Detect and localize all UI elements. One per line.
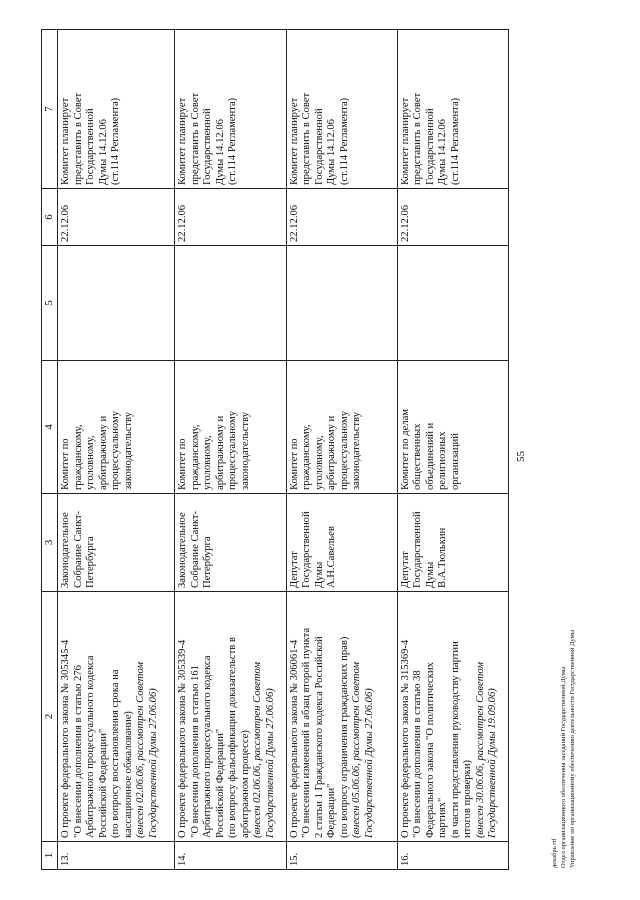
- bill-note-line: (внесен 05.06.06, рассмотрен Советом: [351, 662, 363, 838]
- plan-line: Комитет планирует: [288, 97, 300, 185]
- bill-title-line: О проекте федерального закона № 305339-4: [177, 639, 189, 838]
- committee-line: уголовному,: [202, 435, 214, 490]
- bill-title-line: 2 статьи 1 Гражданского кодекса Российской: [313, 636, 325, 838]
- bill-title-line: арбитражном процессе): [239, 730, 251, 838]
- committee-line: общественных: [412, 423, 424, 490]
- date-cell: 22.12.06: [286, 189, 397, 246]
- column-header: 6: [42, 189, 58, 246]
- plan-line: представить в Совет: [189, 92, 201, 185]
- column-header: 2: [42, 592, 58, 842]
- document-footer: [550, 630, 577, 868]
- footer-line: декабрь rtf: [551, 838, 558, 868]
- bill-title-line: О проекте федерального закона № 305345-4: [60, 639, 72, 838]
- committee-line: законодательству: [122, 412, 134, 490]
- committee-line: Комитет по делам: [399, 408, 411, 490]
- plan-cell: [175, 30, 286, 189]
- bill-title-line: "О внесении дополнения в статью 38: [412, 670, 424, 838]
- document-page: [40, 20, 600, 880]
- bill-title-line: кассационное обжалование): [122, 711, 134, 838]
- committee-line: процессуальному: [338, 411, 350, 490]
- bill-title-line: Российской Федерации": [97, 728, 109, 838]
- plan-line: Думы 14.12.06: [437, 119, 449, 185]
- plan-line: Думы 14.12.06: [326, 119, 338, 185]
- bill-note-line: (внесен 02.06.06, рассмотрен Советом: [135, 662, 147, 838]
- plan-line: Комитет планирует: [177, 97, 189, 185]
- plan-line: представить в Совет: [412, 92, 424, 185]
- table-row: [175, 30, 286, 870]
- bill-note-line: Государственной Думы 27.06.06): [264, 688, 276, 838]
- initiator-line: Собрание Санкт-: [72, 510, 84, 588]
- plan-line: Государственной: [424, 108, 436, 185]
- committee-line: законодательству: [351, 412, 363, 490]
- plan-line: представить в Совет: [72, 92, 84, 185]
- bill-title-line: (в части представления руководству партии: [449, 641, 461, 838]
- date-cell: 22.12.06: [175, 189, 286, 246]
- table-header-row: [42, 30, 58, 870]
- plan-cell: [286, 30, 397, 189]
- committee-line: уголовному,: [313, 435, 325, 490]
- empty-cell: [58, 246, 175, 361]
- plan-line: Государственной: [85, 108, 97, 185]
- initiator-line: Государственной: [301, 511, 313, 588]
- initiator-line: Думы: [313, 561, 325, 588]
- initiator-line: Думы: [424, 561, 436, 588]
- bill-title-line: (по вопросу восстановления срока на: [110, 669, 122, 838]
- plan-line: (ст.114 Регламента): [449, 97, 461, 185]
- bill-note-line: Государственной Думы 19.09.06): [487, 688, 499, 838]
- table-row: [286, 30, 397, 870]
- committee-line: уголовному,: [85, 435, 97, 490]
- plan-line: (ст.114 Регламента): [338, 97, 350, 185]
- column-header: 1: [42, 842, 58, 870]
- bill-title-line: "О внесении дополнения в статью 161: [189, 665, 201, 838]
- initiator-line: Собрание Санкт-: [189, 510, 201, 588]
- plan-line: Государственной: [313, 108, 325, 185]
- committee-line: Комитет по: [177, 438, 189, 490]
- bill-title-line: О проекте федерального закона № 306061-4: [288, 639, 300, 838]
- initiator-line: А.Н.Савельев: [326, 526, 338, 588]
- committee-line: арбитражному и: [326, 415, 338, 490]
- committee-line: организаций: [449, 433, 461, 490]
- committee-line: гражданскому,: [72, 424, 84, 490]
- initiator-line: Петербурга: [202, 536, 214, 588]
- date-cell: 22.12.06: [397, 189, 508, 246]
- bill-description: [175, 592, 286, 842]
- plan-line: Комитет планирует: [399, 97, 411, 185]
- bill-title-line: (по вопросу фальсификации доказательств в: [227, 637, 239, 838]
- plan-line: Думы 14.12.06: [214, 119, 226, 185]
- committee-line: Комитет по: [288, 438, 300, 490]
- initiator-line: Законодательное: [60, 512, 72, 588]
- plan-line: (ст.114 Регламента): [227, 97, 239, 185]
- plan-line: Комитет планирует: [60, 97, 72, 185]
- initiator-line: Петербурга: [85, 536, 97, 588]
- bill-description: [286, 592, 397, 842]
- column-header: 7: [42, 30, 58, 189]
- bill-title-line: Арбитражного процессуального кодекса: [202, 655, 214, 838]
- bill-title-line: Арбитражного процессуального кодекса: [85, 655, 97, 838]
- column-header: 4: [42, 361, 58, 494]
- committee-line: гражданскому,: [301, 424, 313, 490]
- bill-title-line: "О внесении дополнения в статью 276: [72, 665, 84, 838]
- initiator-line: Государственной: [412, 511, 424, 588]
- initiator-cell: [58, 494, 175, 592]
- empty-cell: [175, 246, 286, 361]
- committee-cell: [286, 361, 397, 494]
- bill-title-line: Российской Федерации": [214, 728, 226, 838]
- bill-title-line: Федерального закона "О политических: [424, 662, 436, 838]
- table-row: [58, 30, 175, 870]
- row-number: 14.: [175, 842, 286, 870]
- bills-table: [41, 29, 509, 870]
- initiator-cell: [286, 494, 397, 592]
- bill-note-line: (внесен 30.06.06, рассмотрен Советом: [474, 662, 486, 838]
- row-number: 16.: [397, 842, 508, 870]
- bill-title-line: "О внесении изменений в абзац второй пункта: [301, 627, 313, 838]
- bill-description: [397, 592, 508, 842]
- committee-line: процессуальному: [110, 411, 122, 490]
- bill-note-line: Государственной Думы 27.06.06): [363, 688, 375, 838]
- plan-line: представить в Совет: [301, 92, 313, 185]
- initiator-cell: [175, 494, 286, 592]
- initiator-line: Депутат: [399, 551, 411, 588]
- empty-cell: [397, 246, 508, 361]
- bill-note-line: Государственной Думы 27.06.06): [147, 688, 159, 838]
- footer-line: Отдел организационного обеспечения заседаний Государственной Думы: [560, 666, 567, 868]
- committee-line: Комитет по: [60, 438, 72, 490]
- table-row: [397, 30, 508, 870]
- page-number: 55: [515, 451, 527, 462]
- initiator-line: Депутат: [288, 551, 300, 588]
- bill-title-line: партиях": [437, 797, 449, 838]
- plan-cell: [58, 30, 175, 189]
- committee-line: гражданскому,: [189, 424, 201, 490]
- footer-line: Управление по организационному обеспечению деятельности Государственной Думы: [569, 629, 576, 868]
- initiator-line: В.А.Тюлькин: [437, 527, 449, 588]
- date-cell: 22.12.06: [58, 189, 175, 246]
- bill-title-line: итогов проверки): [462, 759, 474, 838]
- column-header: 3: [42, 494, 58, 592]
- row-number: 15.: [286, 842, 397, 870]
- committee-line: религиозных: [437, 431, 449, 490]
- committee-cell: [397, 361, 508, 494]
- committee-line: объединений и: [424, 422, 436, 490]
- column-header: 5: [42, 246, 58, 361]
- committee-line: процессуальному: [227, 411, 239, 490]
- plan-line: Думы 14.12.06: [97, 119, 109, 185]
- bill-title-line: (по вопросу ограничения гражданских прав): [338, 636, 350, 838]
- bill-title-line: Федерации": [326, 783, 338, 838]
- committee-cell: [175, 361, 286, 494]
- committee-cell: [58, 361, 175, 494]
- initiator-line: Законодательное: [177, 512, 189, 588]
- initiator-cell: [397, 494, 508, 592]
- row-number: 13.: [58, 842, 175, 870]
- committee-line: законодательству: [239, 412, 251, 490]
- plan-cell: [397, 30, 508, 189]
- committee-line: арбитражному и: [214, 415, 226, 490]
- plan-line: Государственной: [202, 108, 214, 185]
- bill-note-line: (внесен 02.06.06, рассмотрен Советом: [252, 662, 264, 838]
- empty-cell: [286, 246, 397, 361]
- bill-title-line: О проекте федерального закона № 315369-4: [399, 639, 411, 838]
- plan-line: (ст.114 Регламента): [110, 97, 122, 185]
- committee-line: арбитражному и: [97, 415, 109, 490]
- bill-description: [58, 592, 175, 842]
